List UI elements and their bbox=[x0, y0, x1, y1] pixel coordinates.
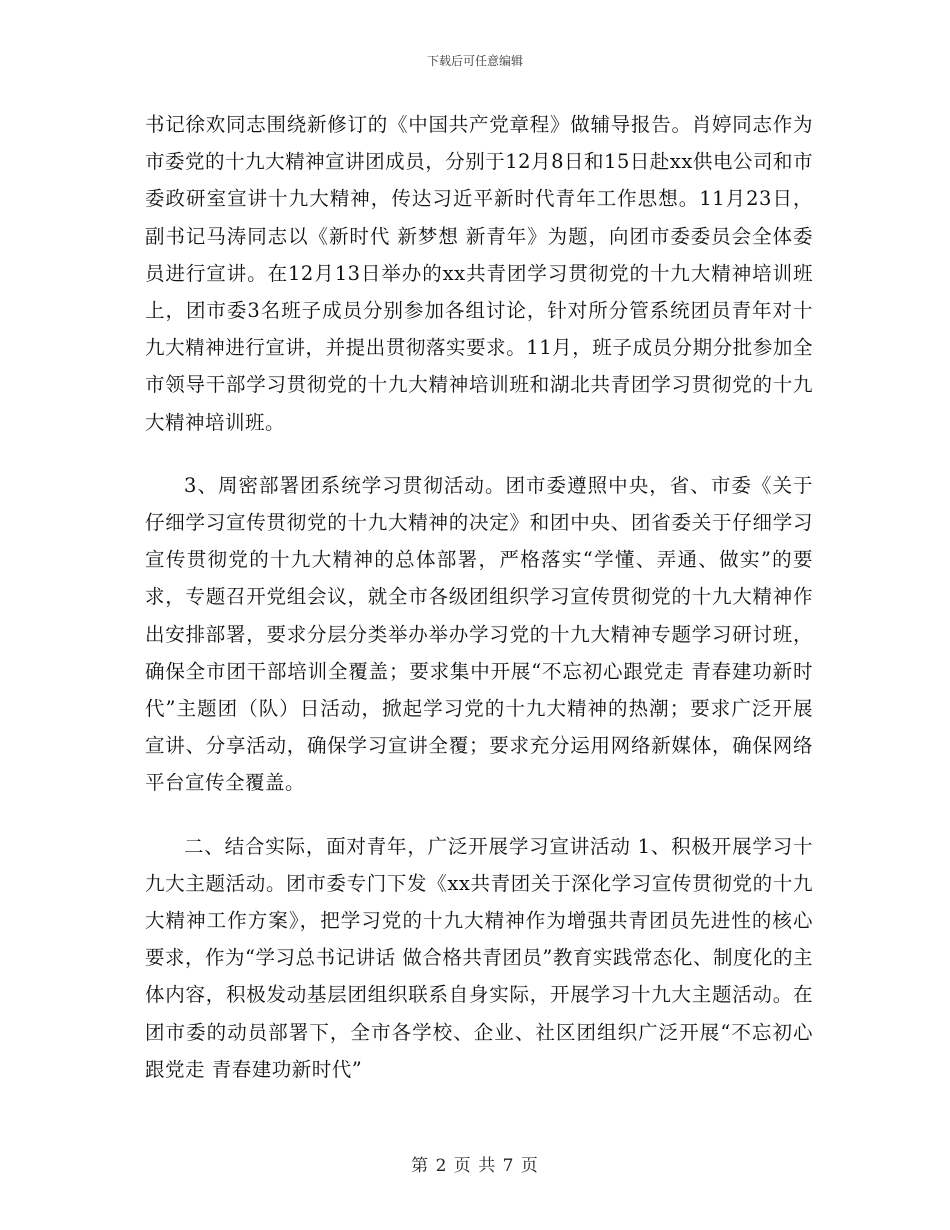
document-body bbox=[145, 106, 813, 1088]
paragraph-2: 3、周密部署团系统学习贯彻活动。团市委遵照中央，省、市委《关于仔细学习宣传贯彻党的十九大精神的决定》和团中央、团省委关于仔细学习宣传贯彻党的十九大精神的总体部署，严格落实“学懂、弄通、做实”的要求，专题召开党组会议，就全市各级团组织学习宣传贯彻党的十九大精神作出安排部署，要求分层分类举办举办学习党的十九大精神专题学习研讨班，确保全市团干部培训全覆盖；要求集中开展“不忘初心跟党走 青春建功新时代”主题团（队）日活动，掀起学习党的十九大精神的热潮；要求广泛开展宣讲、分享活动，确保学习宣讲全覆；要求充分运用网络新媒体，确保网络平台宣传全覆盖。 bbox=[145, 473, 813, 795]
paragraph-3: 二、结合实际，面对青年，广泛开展学习宣讲活动 1、积极开展学习十九大主题活动。团市委专门下发《xx共青团关于深化学习宣传贯彻党的十九大精神工作方案》，把学习党的十九大精神作为增强共青团员先进性的核心要求，作为“学习总书记讲话 做合格共青团员”教育实践常态化、制度化的主体内容，积极发动基层团组织联系自身实际，开展学习十九大主题活动。在团市委的动员部署下，全市各学校、企业、社区团组织广泛开展“不忘初心跟党走 青春建功新时代” bbox=[145, 834, 813, 1081]
paragraph-1: 书记徐欢同志围绕新修订的《中国共产党章程》做辅导报告。肖婷同志作为市委党的十九大精神宣讲团成员，分别于12月8日和15日赴xx供电公司和市委政研室宣讲十九大精神，传达习近平新时代青年工作思想。11月23日，副书记马涛同志以《新时代 新梦想 新青年》为题，向团市委委员会全体委员进行宣讲。在12月13日举办的xx共青团学习贯彻党的十九大精神培训班上，团市委3名班子成员分别参加各组讨论，针对所分管系统团员青年对十九大精神进行宣讲，并提出贯彻落实要求。11月，班子成员分期分批参加全市领导干部学习贯彻党的十九大精神培训班和湖北共青团学习贯彻党的十九大精神培训班。 bbox=[145, 113, 813, 434]
paragraph-gap bbox=[145, 441, 813, 467]
page-number: 第 2 页 共 7 页 bbox=[411, 1156, 539, 1176]
header-note: 下载后可任意编辑 bbox=[426, 54, 523, 68]
paragraph-gap bbox=[145, 802, 813, 828]
